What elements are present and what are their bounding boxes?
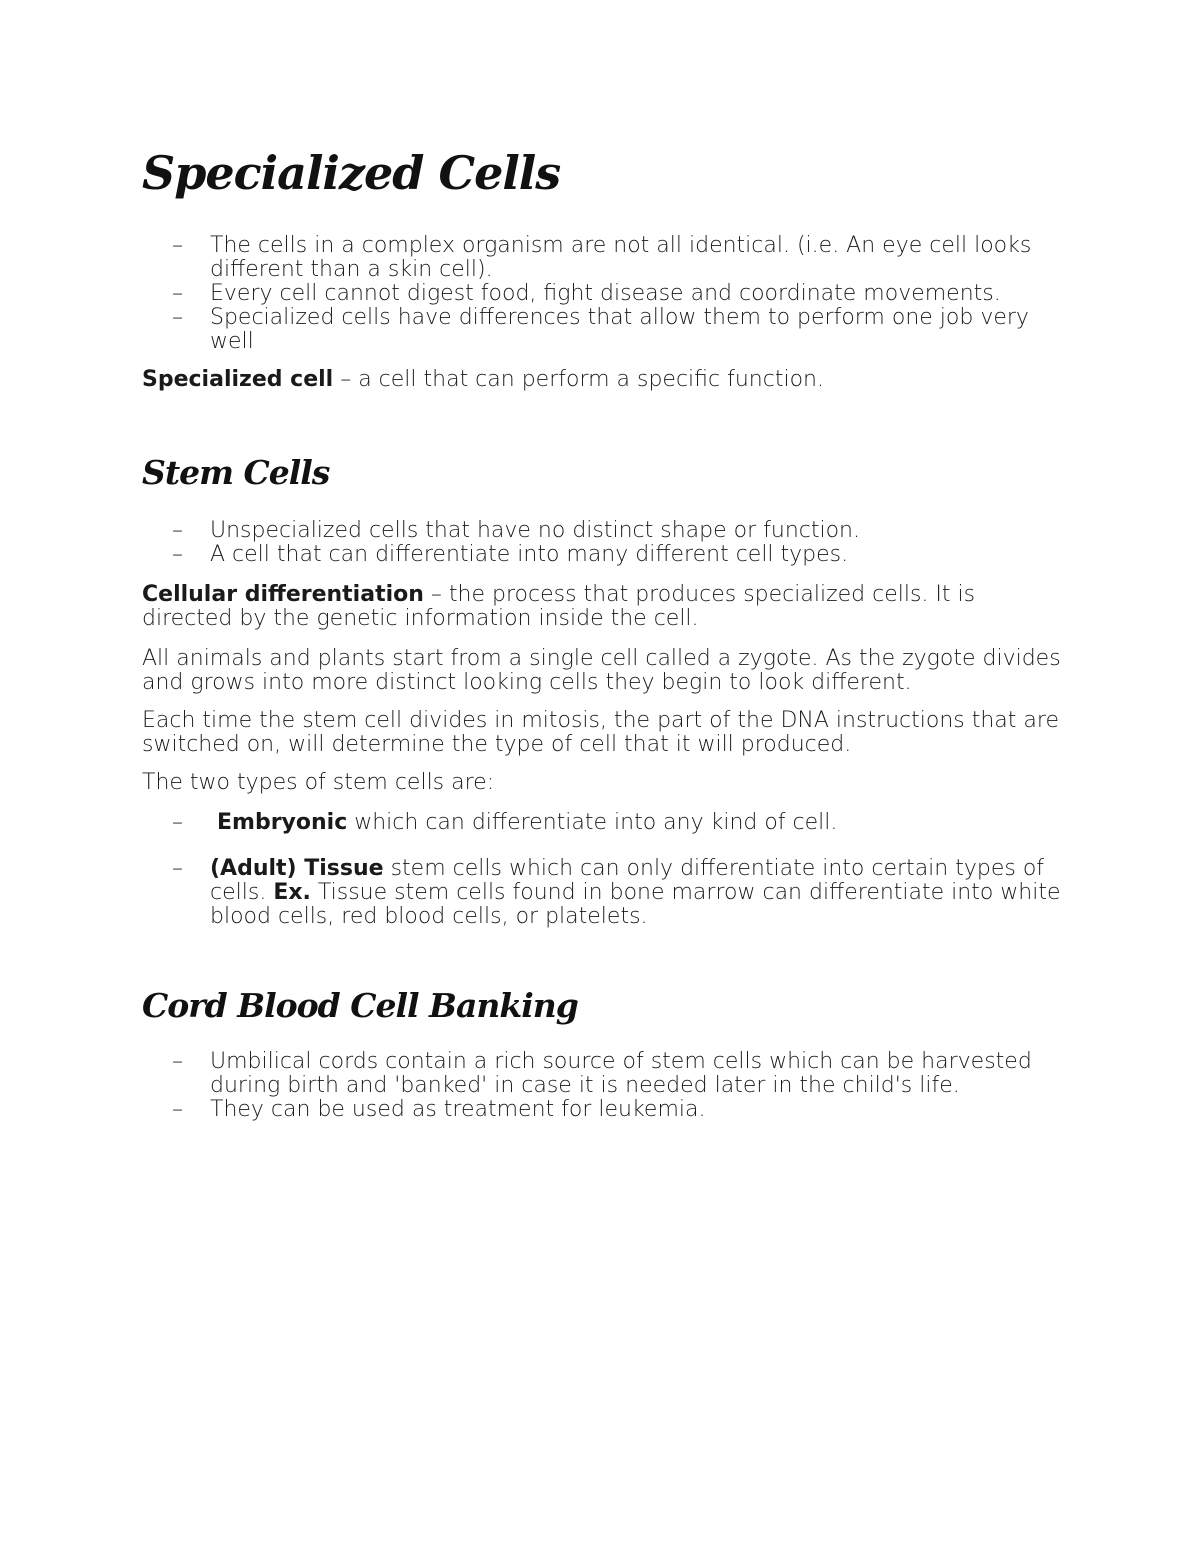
section-title-cord-blood-cell-banking: Cord Blood Cell Banking (142, 986, 578, 1025)
list-item: – Specialized cells have differences that allow them to perform one job very well (172, 306, 1062, 354)
type-text: stem cells which can only differentiate into certain types of cells. (210, 856, 1045, 905)
list-item: – Every cell cannot digest food, fight disease and coordinate movements. (172, 282, 1062, 306)
list-item: – They can be used as treatment for leukemia. (172, 1098, 1062, 1122)
zygote-paragraph: All animals and plants start from a single cell called a zygote. As the zygote divides and grows into more distinct looking cells they begin to look different. (142, 646, 1061, 695)
cord-blood-list (142, 1050, 1062, 1122)
specialized-cells-list (142, 234, 1062, 354)
example-text: Tissue stem cells found in bone marrow can differentiate into white blood cells, red blood cells, or platelets. (210, 880, 1061, 929)
specialized-cell-definition (142, 368, 1062, 392)
definition-text: – the process that produces specialized cells. It is directed by the genetic information inside the cell. (142, 582, 976, 631)
example-label: Ex. (273, 880, 311, 905)
definition-text: – a cell that can perform a specific function. (333, 367, 824, 392)
type-text: which can differentiate into any kind of cell. (347, 810, 838, 835)
mitosis-paragraph: Each time the stem cell divides in mitosis, the part of the DNA instructions that are switched on, will determine the type of cell that it will produced. (142, 708, 1059, 757)
list-item-embryonic (172, 811, 1062, 835)
list-item: – Unspecialized cells that have no distinct shape or function. (172, 519, 1062, 543)
type-term: (Adult) Tissue (210, 856, 384, 881)
list-item: – Umbilical cords contain a rich source of stem cells which can be harvested during birth and 'banked' in case it is needed later in the child's life. (172, 1050, 1062, 1098)
cellular-differentiation-definition (142, 583, 1062, 631)
list-item: – The cells in a complex organism are not all identical. (i.e. An eye cell looks different than a skin cell). (172, 234, 1062, 282)
document-page (142, 146, 1062, 1122)
stem-cells-list (142, 519, 1062, 567)
type-term: Embryonic (217, 810, 348, 835)
section-title-specialized-cells: Specialized Cells (142, 146, 561, 200)
stem-cell-types-intro: The two types of stem cells are: (142, 770, 495, 795)
definition-term: Specialized cell (142, 367, 334, 392)
definition-term: Cellular differentiation (142, 582, 424, 607)
list-item: – A cell that can differentiate into many different cell types. (172, 543, 1062, 567)
section-title-stem-cells: Stem Cells (142, 453, 330, 492)
list-item-tissue (172, 857, 1062, 929)
stem-cell-types-list (142, 811, 1062, 929)
